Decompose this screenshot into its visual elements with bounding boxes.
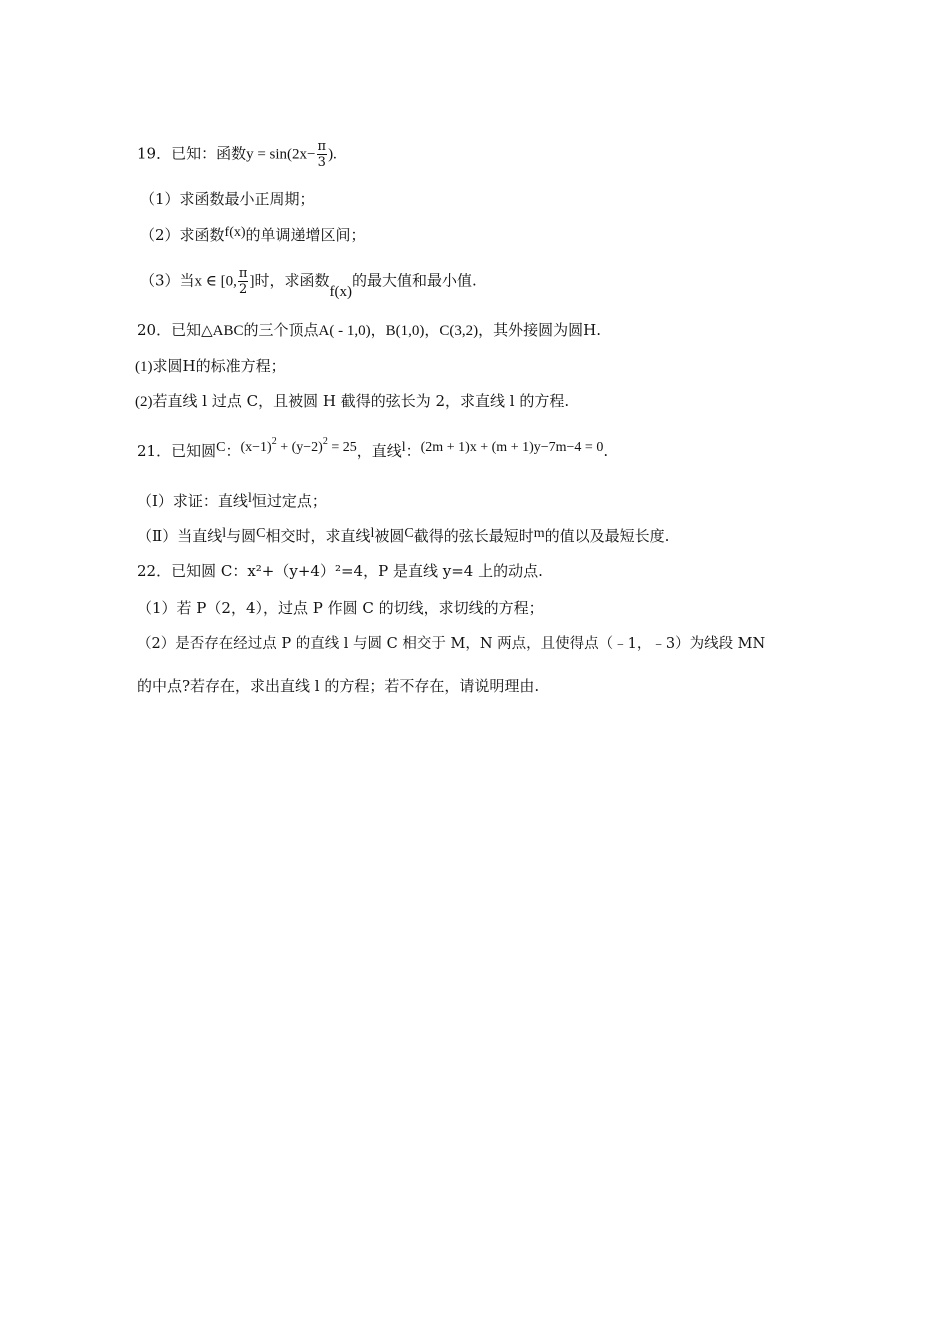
q21-part2-e: 被圆: [374, 527, 405, 545]
q21-part1-b: 恒过定点；: [251, 492, 327, 510]
q22-part1: （1）若 P（2，4），过点 P 作圆 C 的切线，求切线的方程；: [137, 599, 544, 617]
q20-stem-c: ，其外接圆为圆H.: [478, 321, 601, 339]
q21-colon1: ：: [225, 442, 241, 460]
q22-part2-line2: 的中点?若存在，求出直线 l 的方程；若不存在，请说明理由.: [137, 677, 540, 695]
q19-part3-fraction: [238, 266, 249, 297]
q19-part3-b: 时，求函数: [254, 271, 330, 290]
q20-part1: [135, 356, 286, 377]
q19-part3-frac-num: π: [238, 266, 248, 281]
q20-stem-line: [137, 320, 601, 341]
q21-end: .: [603, 442, 609, 460]
q21-part2-c: C: [256, 526, 266, 541]
q22-stem: 22．已知圆 C：x²+（y+4）²=4，P 是直线 y=4 上的动点.: [137, 562, 543, 580]
q21-mid: ，直线: [356, 442, 402, 460]
q20-part1-text: 求圆H的标准方程；: [152, 357, 286, 375]
q21-c-label: C: [216, 440, 226, 455]
q19-part3-c: 的最大值和最小值.: [351, 271, 477, 290]
q20-stem-a: 20．已知: [137, 321, 202, 339]
q20-stem-b: 的三个顶点: [243, 321, 319, 339]
q21-part2-c2: C: [404, 526, 414, 541]
q19-part2-fx: f(x): [224, 225, 246, 240]
q19-stem: 19．已知：函数: [137, 144, 247, 163]
q21-part2-a: （Ⅱ）当直线: [137, 527, 223, 545]
q21-sq2: 2: [322, 436, 328, 447]
q21-part2: [137, 526, 669, 548]
q21-l-label: l: [401, 440, 406, 455]
q21-part2-b: 与圆: [226, 527, 257, 545]
q20-part2-text: 若直线 l 过点 C，且被圆 H 截得的弦长为 2，求直线 l 的方程.: [152, 392, 570, 410]
q19-formula-pre: y = sin(2x−: [246, 146, 316, 163]
q19-formula-post: ).: [328, 146, 337, 163]
q19-part3-x: x ∈ [0,: [194, 273, 237, 290]
q21-part2-d: 相交时，求直线: [265, 527, 371, 545]
q20-point-b: B(1,0): [385, 323, 425, 339]
q21-eq1-a: (x−1): [240, 440, 272, 455]
q21-part1: [137, 491, 327, 513]
q21-part2-m: m: [533, 526, 545, 541]
q20-point-a: A( - 1,0): [318, 323, 371, 339]
q21-colon2: ：: [405, 442, 421, 460]
q21-sq1: 2: [271, 436, 277, 447]
q20-triangle: △ABC: [201, 323, 244, 339]
q21-stem: 21．已知圆: [137, 442, 217, 460]
q20-sep2: ，: [424, 321, 440, 339]
q21-part1-l: l: [247, 491, 252, 506]
q20-sep1: ，: [370, 321, 386, 339]
q19-part3-fx: f(x): [329, 283, 352, 300]
q21-part2-g: 的值以及最短长度.: [544, 527, 670, 545]
q21-eq1-c: = 25: [327, 440, 357, 455]
q20-part1-num: (1): [135, 359, 153, 375]
q19-part2: [140, 225, 366, 247]
q21-part2-l: l: [222, 526, 227, 541]
q21-line-eq: (2m + 1)x + (m + 1)y−7m−4 = 0: [420, 440, 604, 455]
q19-part3-frac-den: 2: [239, 282, 248, 297]
q19-part3-a: （3）当: [140, 271, 195, 290]
q21-stem-line: [137, 436, 609, 463]
q20-part2-num: (2): [135, 394, 153, 410]
q21-part2-l2: l: [370, 526, 375, 541]
q19-stem-line: [137, 139, 337, 170]
q21-eq1-b: + (y−2): [276, 440, 323, 455]
q19-frac-den: 3: [317, 155, 326, 170]
q19-part3-close: ]: [249, 273, 255, 290]
q19-part2-b: 的单调递增区间；: [245, 226, 366, 244]
q21-circle-eq: [240, 436, 357, 455]
q19-part3: [140, 266, 477, 300]
q22-part2-line1: （2）是否存在经过点 P 的直线 l 与圆 C 相交于 M，N 两点，且使得点（﹣1，﹣3）为线段 MN: [137, 636, 766, 652]
q20-point-c: C(3,2): [439, 323, 479, 339]
q19-frac-num: π: [317, 139, 327, 154]
q19-part2-a: （2）求函数: [140, 226, 225, 244]
q21-part2-f: 截得的弦长最短时: [413, 527, 534, 545]
q21-part1-a: （Ⅰ）求证：直线: [137, 492, 248, 510]
q19-fraction: [317, 139, 328, 170]
q20-part2: [135, 391, 569, 412]
q19-part1: （1）求函数最小正周期；: [140, 190, 315, 208]
